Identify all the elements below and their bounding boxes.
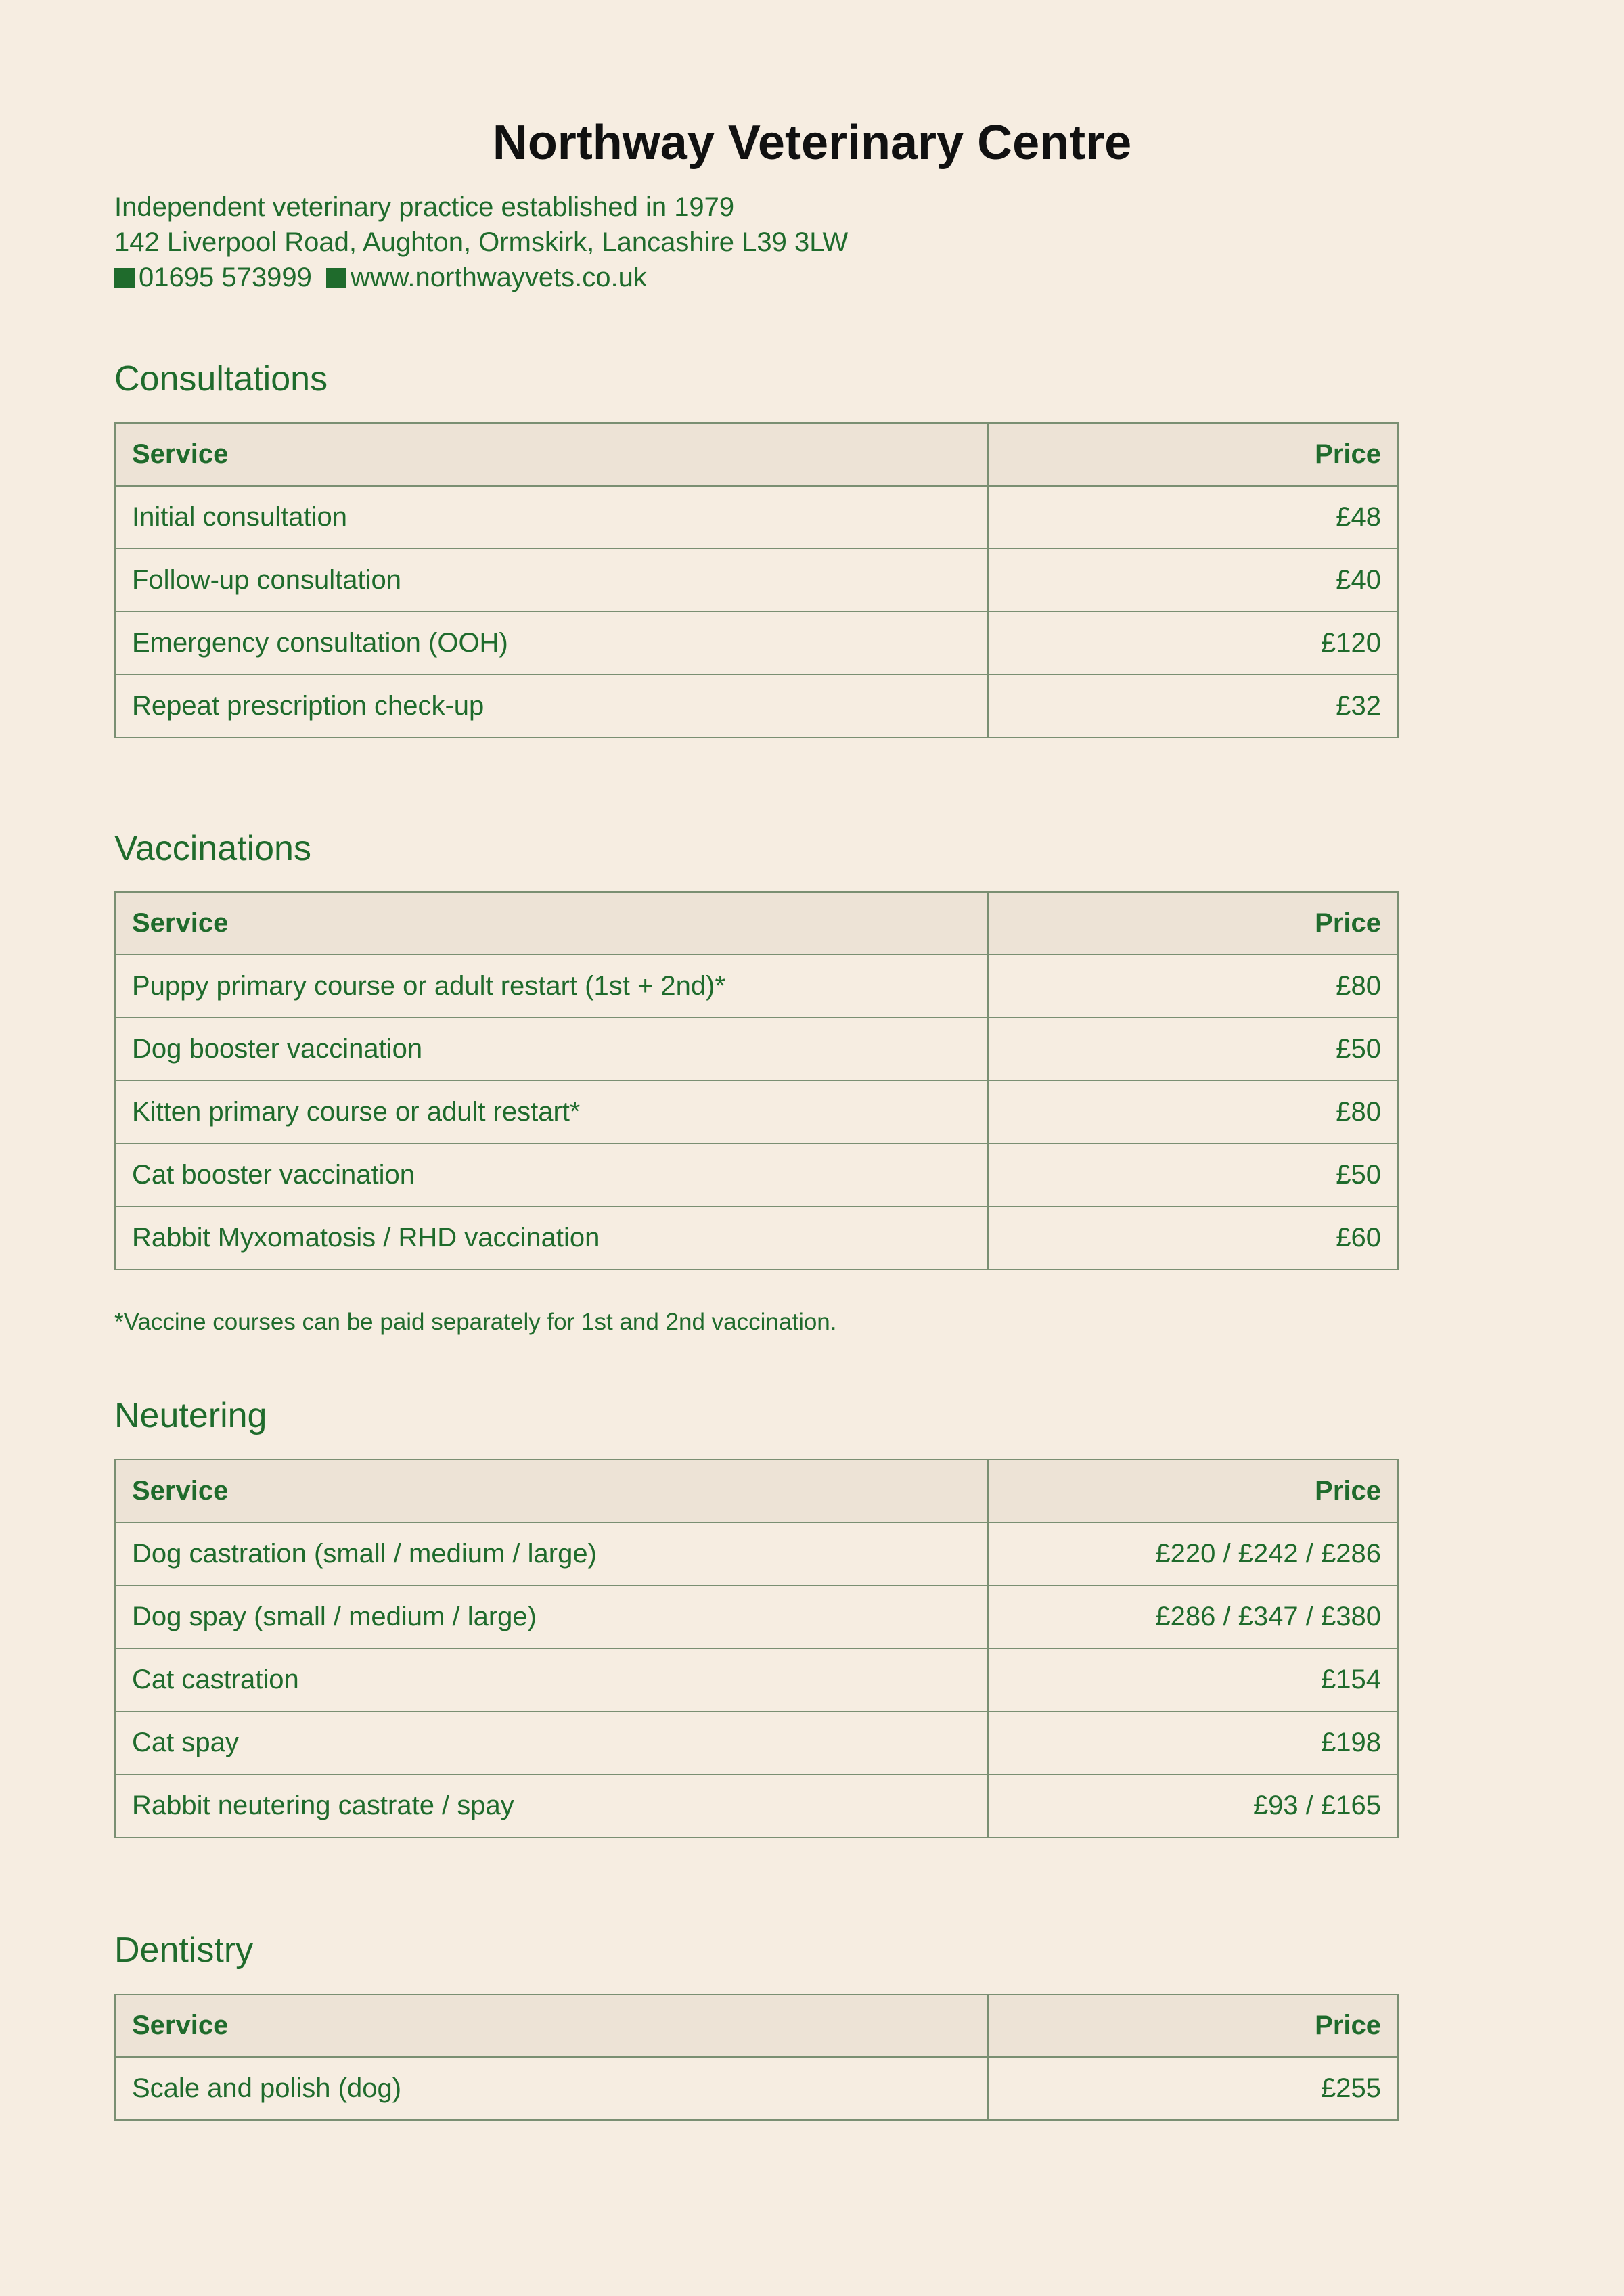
- table-row: [115, 612, 1398, 675]
- price-cell: £60: [988, 1207, 1398, 1269]
- price-cell: £50: [988, 1018, 1398, 1081]
- service-column-header: Service: [115, 1994, 988, 2057]
- consultations-table: [114, 422, 1399, 738]
- table-row: [115, 549, 1398, 612]
- table-row: [115, 1648, 1398, 1711]
- service-cell: Kitten primary course or adult restart*: [115, 1081, 988, 1144]
- table-header-row: [115, 423, 1398, 486]
- price-column-header: Price: [988, 423, 1398, 486]
- table-header-row: [115, 1460, 1398, 1523]
- price-cell: £32: [988, 675, 1398, 738]
- table-row: [115, 1711, 1398, 1774]
- price-cell: £198: [988, 1711, 1398, 1774]
- service-cell: Cat spay: [115, 1711, 988, 1774]
- table-row: [115, 1144, 1398, 1207]
- service-cell: Rabbit neutering castrate / spay: [115, 1774, 988, 1837]
- price-cell: £80: [988, 955, 1398, 1018]
- service-cell: Puppy primary course or adult restart (1st + 2nd)*: [115, 955, 988, 1018]
- dentistry-table: [114, 1994, 1399, 2121]
- contact-line: [114, 260, 647, 295]
- service-column-header: Service: [115, 892, 988, 955]
- service-cell: Rabbit Myxomatosis / RHD vaccination: [115, 1207, 988, 1269]
- price-cell: £255: [988, 2057, 1398, 2120]
- price-cell: £286 / £347 / £380: [988, 1585, 1398, 1648]
- price-cell: £40: [988, 549, 1398, 612]
- service-cell: Emergency consultation (OOH): [115, 612, 988, 675]
- service-cell: Cat castration: [115, 1648, 988, 1711]
- table-header-row: [115, 1994, 1398, 2057]
- section-title-consultations: Consultations: [114, 359, 328, 399]
- table-row: [115, 1207, 1398, 1269]
- phone-icon: [114, 268, 135, 288]
- price-column-header: Price: [988, 892, 1398, 955]
- price-column-header: Price: [988, 1994, 1398, 2057]
- price-cell: £80: [988, 1081, 1398, 1144]
- table-header-row: [115, 892, 1398, 955]
- table-row: [115, 955, 1398, 1018]
- section-title-vaccinations: Vaccinations: [114, 829, 311, 868]
- table-row: [115, 1774, 1398, 1837]
- price-cell: £48: [988, 486, 1398, 549]
- service-cell: Follow-up consultation: [115, 549, 988, 612]
- section-title-neutering: Neutering: [114, 1396, 267, 1435]
- table-row: [115, 1081, 1398, 1144]
- vaccination-footnote: *Vaccine courses can be paid separately for 1st and 2nd vaccination.: [114, 1309, 837, 1335]
- service-cell: Dog castration (small / medium / large): [115, 1523, 988, 1585]
- service-cell: Repeat prescription check-up: [115, 675, 988, 738]
- table-row: [115, 675, 1398, 738]
- website-link[interactable]: www.northwayvets.co.uk: [350, 263, 647, 292]
- table-row: [115, 1523, 1398, 1585]
- web-icon: [326, 268, 346, 288]
- section-title-dentistry: Dentistry: [114, 1931, 254, 1970]
- table-row: [115, 486, 1398, 549]
- price-cell: £220 / £242 / £286: [988, 1523, 1398, 1585]
- table-row: [115, 1018, 1398, 1081]
- price-cell: £154: [988, 1648, 1398, 1711]
- neutering-table: [114, 1459, 1399, 1838]
- tagline: Independent veterinary practice established in 1979: [114, 192, 735, 222]
- service-column-header: Service: [115, 423, 988, 486]
- service-cell: Dog spay (small / medium / large): [115, 1585, 988, 1648]
- table-row: [115, 2057, 1398, 2120]
- service-cell: Dog booster vaccination: [115, 1018, 988, 1081]
- address: 142 Liverpool Road, Aughton, Ormskirk, Lancashire L39 3LW: [114, 227, 849, 257]
- phone-number[interactable]: 01695 573999: [139, 263, 312, 292]
- table-row: [115, 1585, 1398, 1648]
- price-cell: £50: [988, 1144, 1398, 1207]
- vaccinations-table: [114, 891, 1399, 1270]
- service-column-header: Service: [115, 1460, 988, 1523]
- price-cell: £93 / £165: [988, 1774, 1398, 1837]
- price-cell: £120: [988, 612, 1398, 675]
- price-column-header: Price: [988, 1460, 1398, 1523]
- service-cell: Scale and polish (dog): [115, 2057, 988, 2120]
- service-cell: Cat booster vaccination: [115, 1144, 988, 1207]
- service-cell: Initial consultation: [115, 486, 988, 549]
- page-title: Northway Veterinary Centre: [492, 116, 1132, 170]
